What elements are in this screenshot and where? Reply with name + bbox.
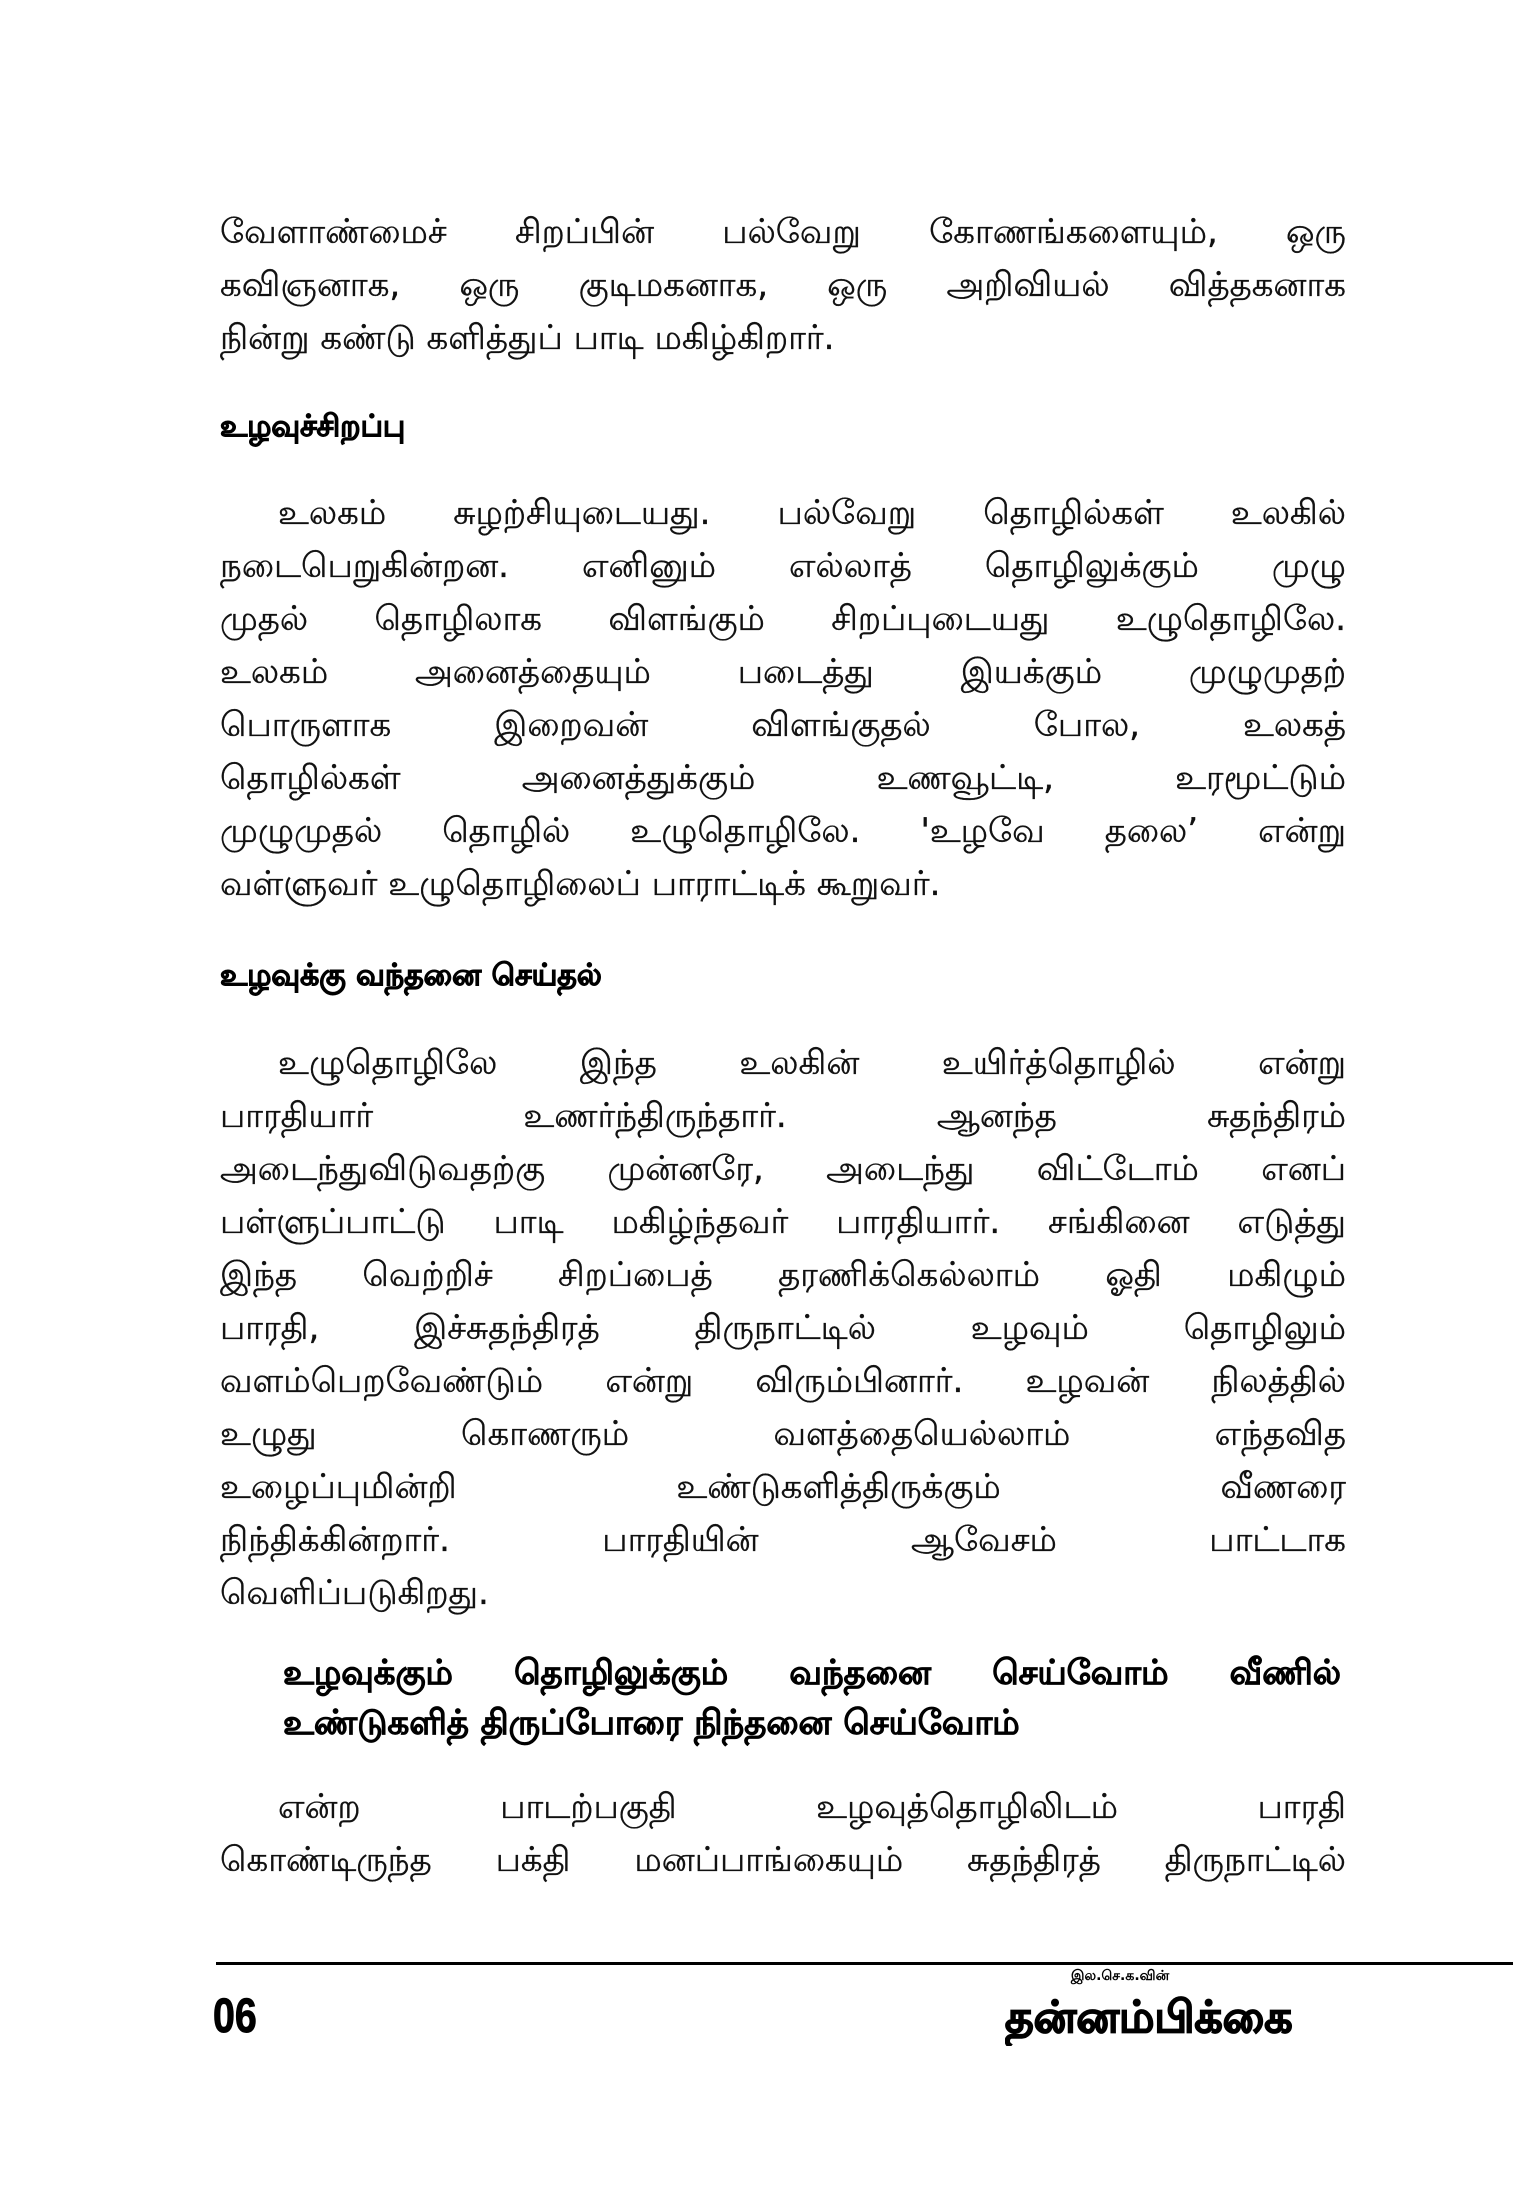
- verse-quote: [283, 1648, 1341, 1748]
- text-line: உழுதொழிலே இந்த உலகின் உயிர்த்தொழில் என்று: [278, 1043, 1346, 1083]
- paragraph-section2: [220, 1037, 1346, 1620]
- text-line: கவிஞனாக, ஒரு குடிமகனாக, ஒரு அறிவியல் வித்தகனாக: [220, 265, 1346, 305]
- text-line: முழுமுதல் தொழில் உழுதொழிலே. 'உழவே தலை’ என்று: [220, 811, 1346, 851]
- footer-divider: [216, 1962, 1513, 1965]
- text-line: கொண்டிருந்த பக்தி மனப்பாங்கையும் சுதந்திரத் திருநாட்டில்: [220, 1840, 1346, 1880]
- magazine-logo: தன்னம்பிக்கை: [1005, 1992, 1293, 2043]
- text-line: உழுது கொணரும் வளத்தையெல்லாம் எந்தவித: [220, 1414, 1346, 1454]
- text-line: நின்று கண்டு களித்துப் பாடி மகிழ்கிறார்.: [220, 318, 835, 358]
- publisher-label: இல.செ.க.வின்: [1070, 1968, 1170, 1984]
- text-line: வளம்பெறவேண்டும் என்று விரும்பினார். உழவன் நிலத்தில்: [220, 1361, 1346, 1401]
- text-line: நடைபெறுகின்றன. எனினும் எல்லாத் தொழிலுக்கும் முழு: [220, 546, 1346, 586]
- text-line: வெளிப்படுகிறது.: [220, 1573, 489, 1613]
- text-line: நிந்திக்கின்றார். பாரதியின் ஆவேசம் பாட்டாக: [220, 1520, 1346, 1560]
- text-line: பாரதி, இச்சுதந்திரத் திருநாட்டில் உழவும் தொழிலும்: [220, 1308, 1346, 1348]
- text-line: உலகம் சுழற்சியுடையது. பல்வேறு தொழில்கள் உலகில்: [278, 493, 1346, 533]
- section-heading-uzhavu-sirappu: உழவுச்சிறப்பு: [220, 409, 406, 444]
- verse-line: உண்டுகளித் திருப்போரை நிந்தனை செய்வோம்: [283, 1703, 1020, 1743]
- text-line: தொழில்கள் அனைத்துக்கும் உணவூட்டி, உரமூட்டும்: [220, 758, 1346, 798]
- text-line: பள்ளுப்பாட்டு பாடி மகிழ்ந்தவர் பாரதியார். சங்கினை எடுத்து: [220, 1202, 1346, 1242]
- paragraph-after-quote: [220, 1781, 1346, 1887]
- section-heading-vandhanai: உழவுக்கு வந்தனை செய்தல்: [220, 958, 602, 993]
- text-line: பொருளாக இறைவன் விளங்குதல் போல, உலகத்: [220, 705, 1346, 745]
- text-line: வள்ளுவர் உழுதொழிலைப் பாராட்டிக் கூறுவர்.: [220, 864, 941, 904]
- verse-line: உழவுக்கும் தொழிலுக்கும் வந்தனை செய்வோம் வீணில்: [283, 1653, 1341, 1693]
- text-line: அடைந்துவிடுவதற்கு முன்னரே, அடைந்து விட்டோம் எனப்: [220, 1149, 1346, 1189]
- text-line: வேளாண்மைச் சிறப்பின் பல்வேறு கோணங்களையும், ஒரு: [220, 212, 1346, 252]
- paragraph-section1: [220, 487, 1346, 911]
- text-line: உழைப்புமின்றி உண்டுகளித்திருக்கும் வீணரை: [220, 1467, 1346, 1507]
- page-number: 06: [213, 1990, 257, 2043]
- text-line: இந்த வெற்றிச் சிறப்பைத் தரணிக்கெல்லாம் ஓதி மகிழும்: [220, 1255, 1346, 1295]
- text-line: என்ற பாடற்பகுதி உழவுத்தொழிலிடம் பாரதி: [278, 1787, 1346, 1827]
- text-line: உலகம் அனைத்தையும் படைத்து இயக்கும் முழுமுதற்: [220, 652, 1346, 692]
- paragraph-intro: [220, 206, 1346, 365]
- text-line: முதல் தொழிலாக விளங்கும் சிறப்புடையது உழுதொழிலே.: [220, 599, 1346, 639]
- text-line: பாரதியார் உணர்ந்திருந்தார். ஆனந்த சுதந்திரம்: [220, 1096, 1346, 1136]
